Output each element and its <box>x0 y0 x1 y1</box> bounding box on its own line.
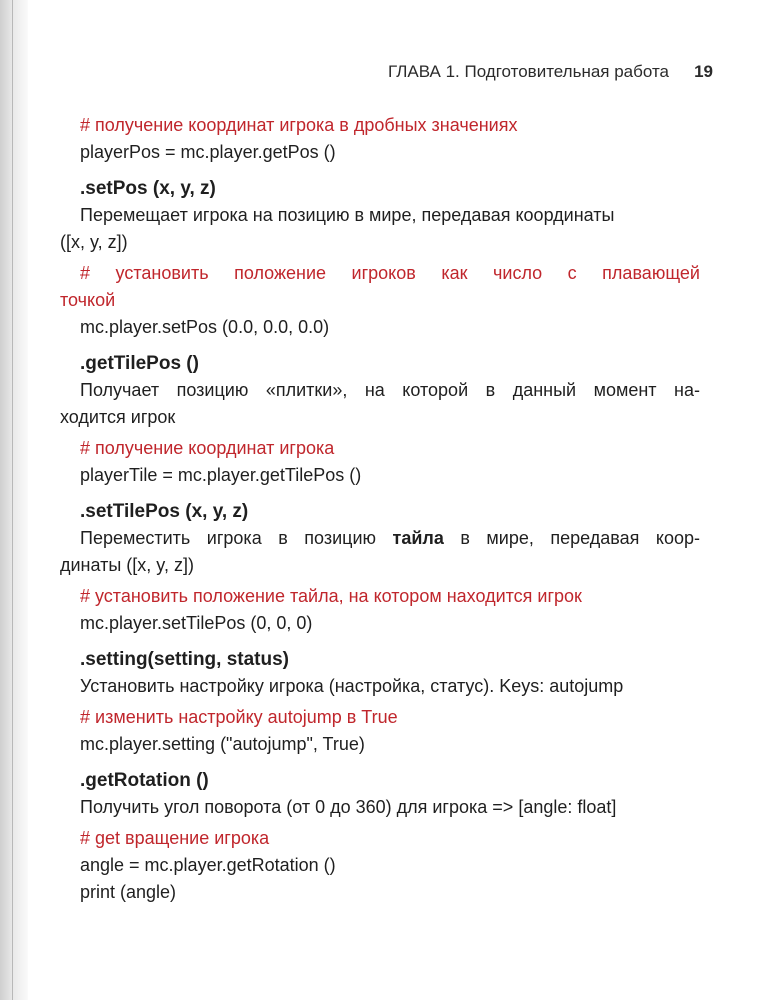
method-description: Получить угол поворота (от 0 до 360) для игрока => [angle: float] <box>80 797 617 817</box>
code-comment: # получение координат игрока <box>80 438 335 458</box>
code-comment: # изменить настройку autojump в True <box>80 707 398 727</box>
method-heading: .getTilePos () <box>80 353 199 374</box>
code-comment: # get вращение игрока <box>80 828 270 848</box>
page-number: 19 <box>694 62 713 81</box>
method-heading: .setPos (x, y, z) <box>80 178 216 199</box>
code-line: playerPos = mc.player.getPos () <box>80 142 336 162</box>
method-heading: .getRotation () <box>80 770 209 791</box>
method-heading: .setting(setting, status) <box>80 649 290 670</box>
method-description: Установить настройку игрока (настройка, статус). Keys: autojump <box>80 676 624 696</box>
code-comment: # получение координат игрока в дробных значениях <box>80 115 518 135</box>
method-description: динаты ([x, y, z]) <box>60 555 194 575</box>
code-comment: # установить положение игроков как число с плавающей <box>80 263 700 283</box>
code-line: playerTile = mc.player.getTilePos () <box>80 465 362 485</box>
method-description: Получает позицию «плитки», на которой в данный момент на- <box>80 380 700 400</box>
method-description: ([x, y, z]) <box>60 232 128 252</box>
code-line: angle = mc.player.getRotation () <box>80 855 336 875</box>
code-line: mc.player.setTilePos (0, 0, 0) <box>80 613 313 633</box>
code-line: mc.player.setPos (0.0, 0.0, 0.0) <box>80 317 330 337</box>
method-description: Перемещает игрока на позицию в мире, передавая координаты <box>80 205 615 225</box>
code-comment: # установить положение тайла, на котором находится игрок <box>80 586 582 606</box>
code-comment: точкой <box>60 290 116 310</box>
method-description: ходится игрок <box>60 407 176 427</box>
running-header <box>0 62 763 86</box>
page-binding-shadow <box>0 0 28 1000</box>
method-description: Переместить игрока в позицию тайла в мире, передавая коор- <box>80 528 701 548</box>
chapter-title: ГЛАВА 1. Подготовительная работа <box>388 62 669 81</box>
code-line: mc.player.setting ("autojump", True) <box>80 734 365 754</box>
method-heading: .setTilePos (x, y, z) <box>80 501 249 522</box>
page-body <box>60 112 700 906</box>
binding-line <box>12 0 13 1000</box>
code-line: print (angle) <box>80 882 177 902</box>
